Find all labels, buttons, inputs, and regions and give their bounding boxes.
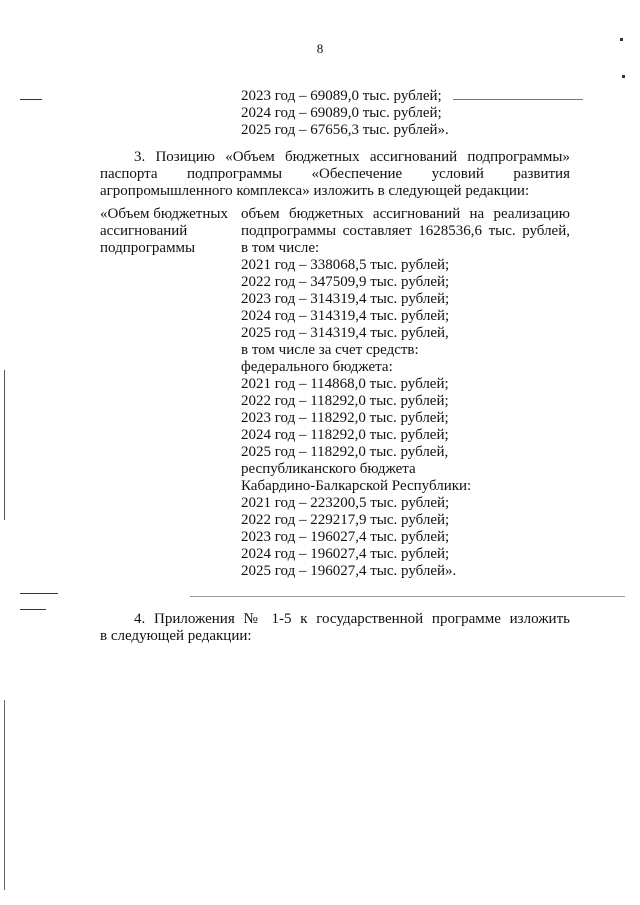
item3-word: условий — [431, 166, 484, 182]
table-value-line: в том числе: — [241, 240, 320, 256]
scan-artifact-line — [20, 593, 58, 594]
table-value-line: федерального бюджета: — [241, 359, 393, 375]
table-value-line: 2025 год – 196027,4 тыс. рублей». — [241, 563, 457, 579]
table-value-line: 2021 год – 114868,0 тыс. рублей; — [241, 376, 449, 392]
budget-line: 2024 год – 69089,0 тыс. рублей; — [241, 105, 442, 121]
table-value-line: 2024 год – 196027,4 тыс. рублей; — [241, 546, 450, 562]
table-value-line: 2022 год – 229217,9 тыс. рублей; — [241, 512, 450, 528]
item3-line1: 3. Позицию «Объем бюджетных ассигнований подпрограммы» — [134, 149, 570, 165]
table-value-line: 2023 год – 196027,4 тыс. рублей; — [241, 529, 450, 545]
table-value-line: 2023 год – 118292,0 тыс. рублей; — [241, 410, 449, 426]
table-label-line: «Объем бюджетных — [100, 206, 228, 222]
item3-line2 — [100, 166, 570, 183]
item3-word: паспорта — [100, 166, 158, 182]
scan-artifact-line — [190, 596, 625, 597]
table-label-line: подпрограммы — [100, 240, 196, 256]
item3-line3: агропромышленного комплекса» изложить в следующей редакции: — [100, 183, 530, 199]
table-value-line: 2025 год – 314319,4 тыс. рублей, — [241, 325, 449, 341]
item3-word: подпрограммы — [186, 166, 283, 182]
scan-artifact-dot — [622, 75, 625, 78]
item4-line2: в следующей редакции: — [100, 628, 252, 644]
scan-artifact-edge — [4, 370, 5, 520]
scan-artifact-dot — [620, 38, 623, 41]
table-value-line: 2024 год – 314319,4 тыс. рублей; — [241, 308, 450, 324]
table-value-line: объем бюджетных ассигнований на реализацию — [241, 206, 570, 222]
scan-artifact-line — [20, 99, 42, 100]
table-value-line: 2022 год – 347509,9 тыс. рублей; — [241, 274, 450, 290]
scan-artifact-line — [20, 609, 46, 610]
table-value-line: республиканского бюджета — [241, 461, 416, 477]
table-value-line: 2025 год – 118292,0 тыс. рублей, — [241, 444, 449, 460]
table-label-line: ассигнований — [100, 223, 188, 239]
budget-line: 2023 год – 69089,0 тыс. рублей; — [241, 88, 442, 104]
table-value-line: 2023 год – 314319,4 тыс. рублей; — [241, 291, 450, 307]
table-value-line: 2022 год – 118292,0 тыс. рублей; — [241, 393, 449, 409]
table-value-line: 2021 год – 338068,5 тыс. рублей; — [241, 257, 450, 273]
table-value-line: 2021 год – 223200,5 тыс. рублей; — [241, 495, 450, 511]
table-value-line: подпрограммы составляет 1628536,6 тыс. рублей, — [241, 223, 570, 239]
scan-artifact-edge — [4, 700, 5, 890]
table-value-line: Кабардино-Балкарской Республики: — [241, 478, 472, 494]
budget-line: 2025 год – 67656,3 тыс. рублей». — [241, 122, 449, 138]
table-value-line: 2024 год – 118292,0 тыс. рублей; — [241, 427, 449, 443]
item3-word: развития — [513, 166, 570, 182]
item3-word: «Обеспечение — [311, 166, 403, 182]
scan-artifact-line — [453, 99, 583, 100]
item4-line1: 4. Приложения № 1-5 к государственной программе изложить — [134, 611, 570, 627]
page-number: 8 — [316, 41, 324, 56]
table-value-line: в том числе за счет средств: — [241, 342, 419, 358]
